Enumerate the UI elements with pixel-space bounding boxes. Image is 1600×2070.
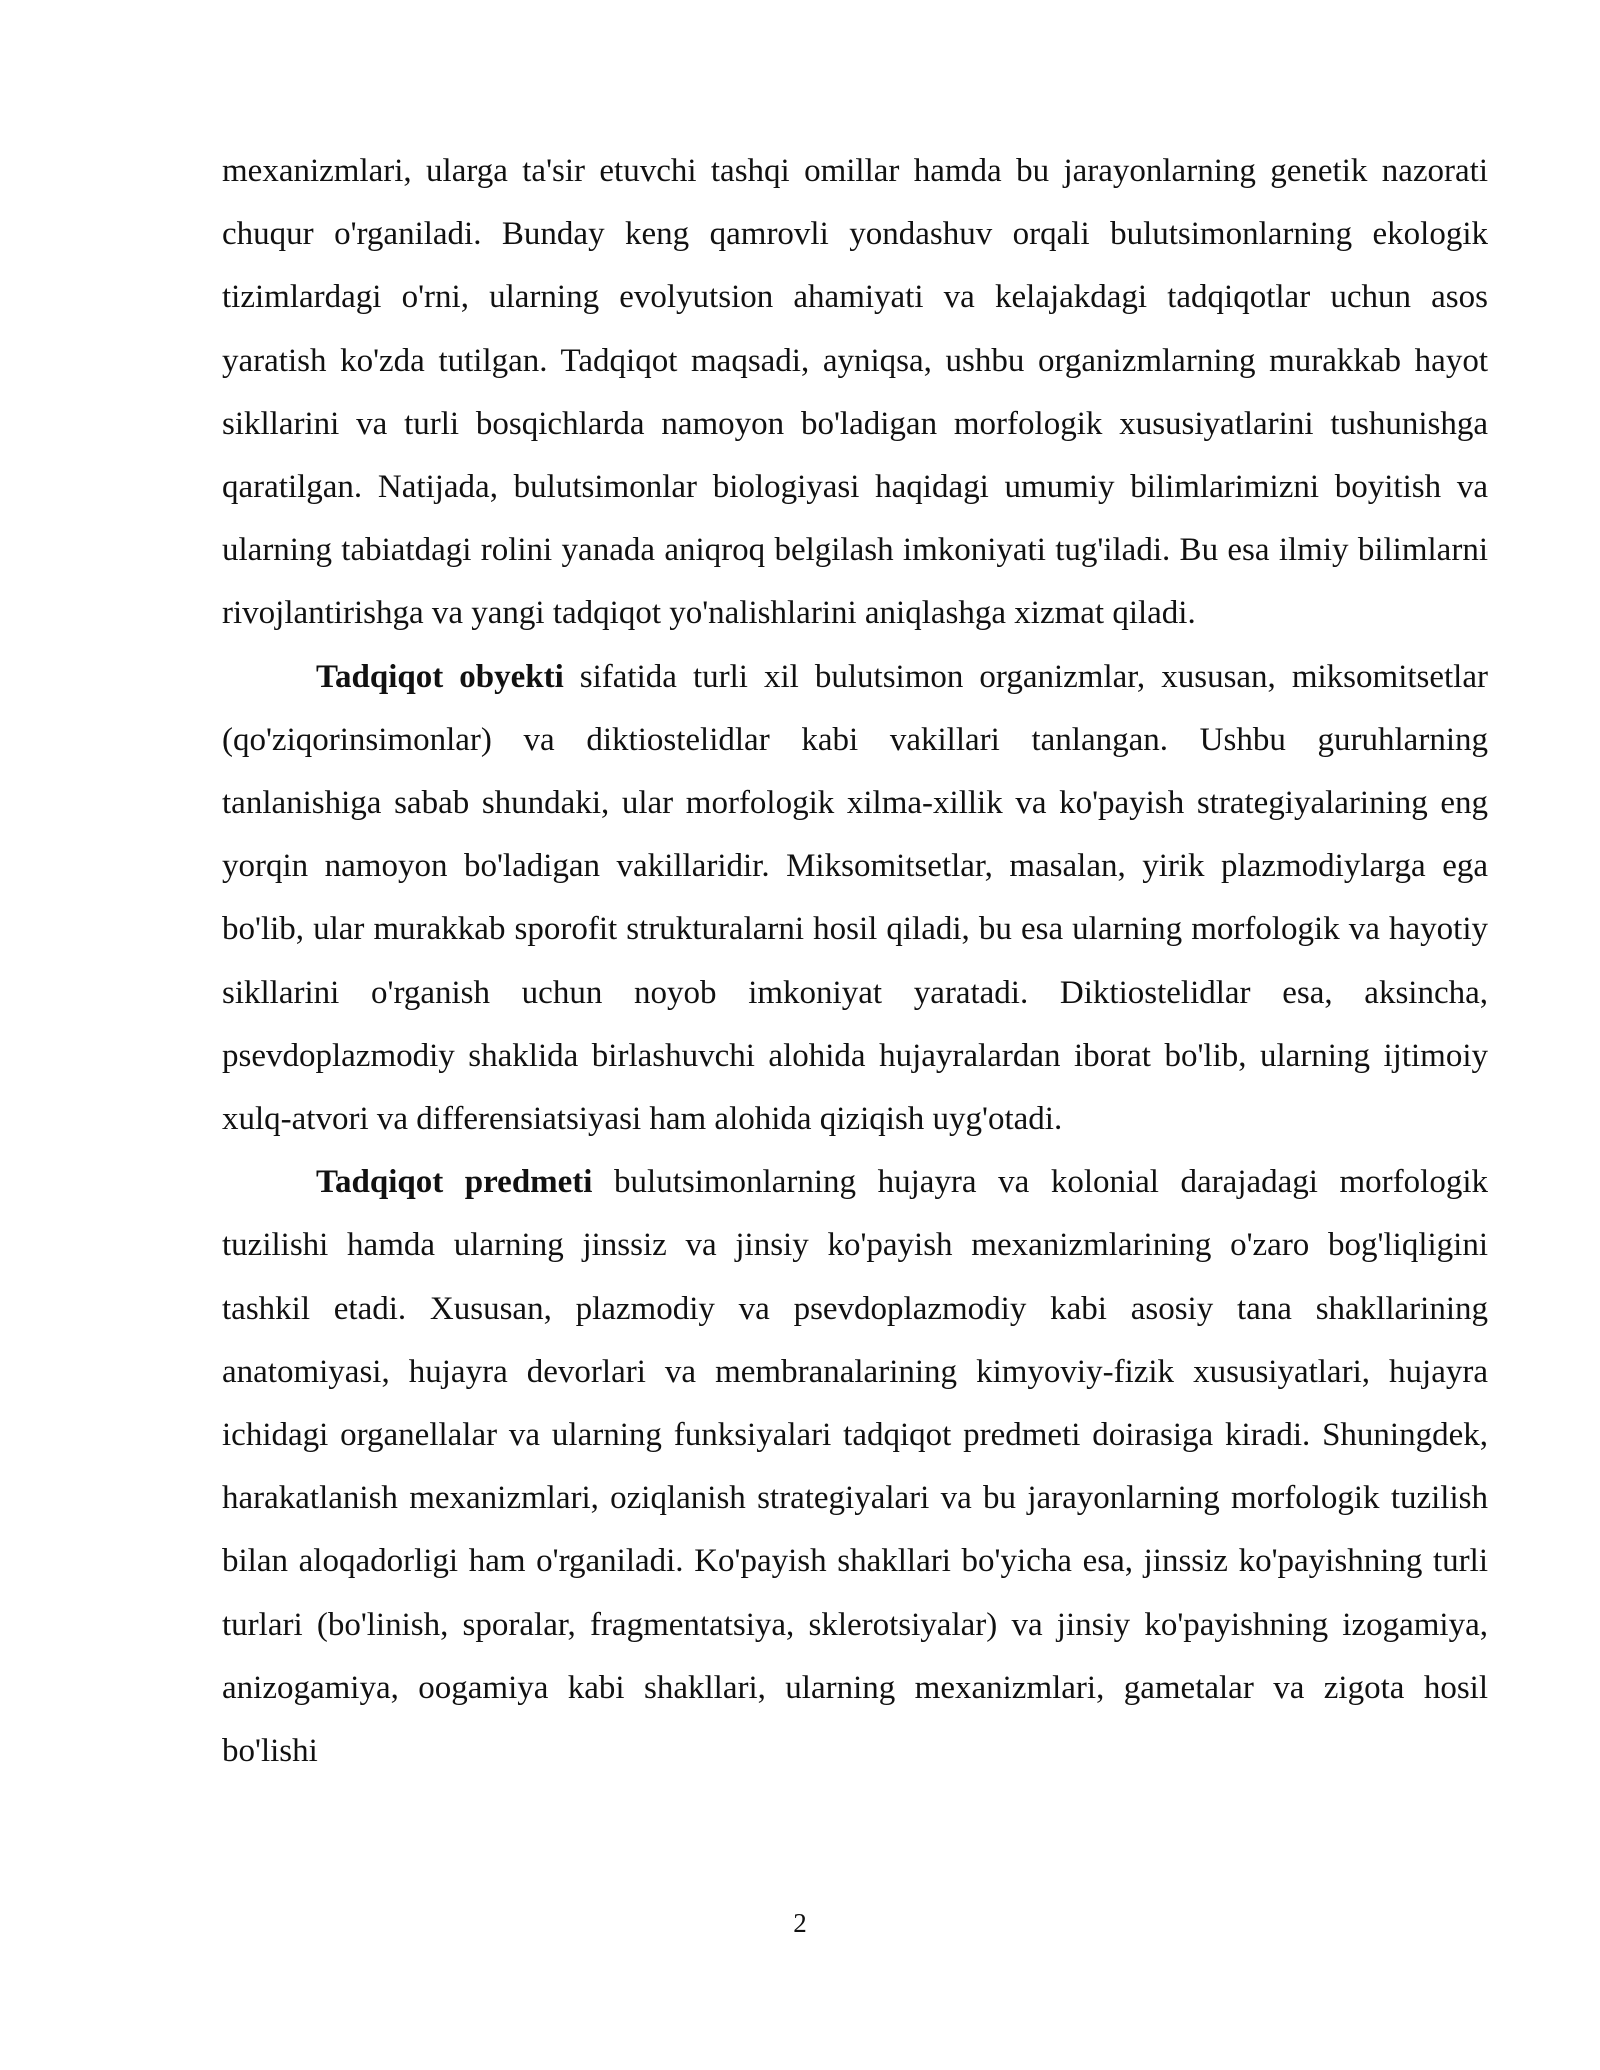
paragraph-research-subject xyxy=(222,1151,1488,1783)
paragraph-text: bulutsimonlarning hujayra va kolonial darajadagi morfologik tuzilishi hamda ularning jinssiz va jinsiy ko'payish mexanizmlarining o'zaro bog'liqligini tashkil etadi. Xususan, plazmodiy va psevdoplazmodiy kabi asosiy tana shakllarining anatomiyasi, hujayra devorlari va membranalarining kimyoviy-fizik xususiyatlari, hujayra ichidagi organellalar va ularning funksiyalari tadqiqot predmeti doirasiga kiradi. Shuningdek, harakatlanish mexanizmlari, oziqlanish strategiyalari va bu jarayonlarning morfologik tuzilish bilan aloqadorligi ham o'rganiladi. Ko'payish shakllari bo'yicha esa, jinssiz ko'payishning turli turlari (bo'linish, sporalar, fragmentatsiya, sklerotsiyalar) va jinsiy ko'payishning izogamiya, anizogamiya, oogamiya kabi shakllari, ularning mexanizmlari, gametalar va zigota hosil bo'lishi xyxy=(222,1164,1488,1770)
paragraph-continuation xyxy=(222,140,1488,646)
paragraph-research-object xyxy=(222,646,1488,1152)
paragraph-text: mexanizmlari, ularga ta'sir etuvchi tashqi omillar hamda bu jarayonlarning genetik nazorati chuqur o'rganiladi. Bunday keng qamrovli yondashuv orqali bulutsimonlarning ekologik tizimlardagi o'rni, ularning evolyutsion ahamiyati va kelajakdagi tadqiqotlar uchun asos yaratish ko'zda tutilgan. Tadqiqot maqsadi, ayniqsa, ushbu organizmlarning murakkab hayot sikllarini va turli bosqichlarda namoyon bo'ladigan morfologik xususiyatlarini tushunishga qaratilgan. Natijada, bulutsimonlar biologiyasi haqidagi umumiy bilimlarimizni boyitish va ularning tabiatdagi rolini yanada aniqroq belgilash imkoniyati tug'iladi. Bu esa ilmiy bilimlarni rivojlantirishga va yangi tadqiqot yo'nalishlarini aniqlashga xizmat qiladi. xyxy=(222,153,1488,632)
page-number: 2 xyxy=(793,1908,807,1938)
term-research-object: Tadqiqot obyekti xyxy=(316,658,564,695)
body-text xyxy=(222,140,1488,1783)
paragraph-text: sifatida turli xil bulutsimon organizmlar, xususan, miksomitsetlar (qo'ziqorinsimonlar) va diktiostelidlar kabi vakillari tanlangan. Ushbu guruhlarning tanlanishiga sabab shundaki, ular morfologik xilma-xillik va ko'payish strategiyalarining eng yorqin namoyon bo'ladigan vakillaridir. Miksomitsetlar, masalan, yirik plazmodiylarga ega bo'lib, ular murakkab sporofit strukturalarni hosil qiladi, bu esa ularning morfologik va hayotiy sikllarini o'rganish uchun noyob imkoniyat yaratadi. Diktiostelidlar esa, aksincha, psevdoplazmodiy shaklida birlashuvchi alohida hujayralardan iborat bo'lib, ularning ijtimoiy xulq-atvori va differensiatsiyasi ham alohida qiziqish uyg'otadi. xyxy=(222,658,1488,1138)
term-research-subject: Tadqiqot predmeti xyxy=(316,1164,593,1201)
